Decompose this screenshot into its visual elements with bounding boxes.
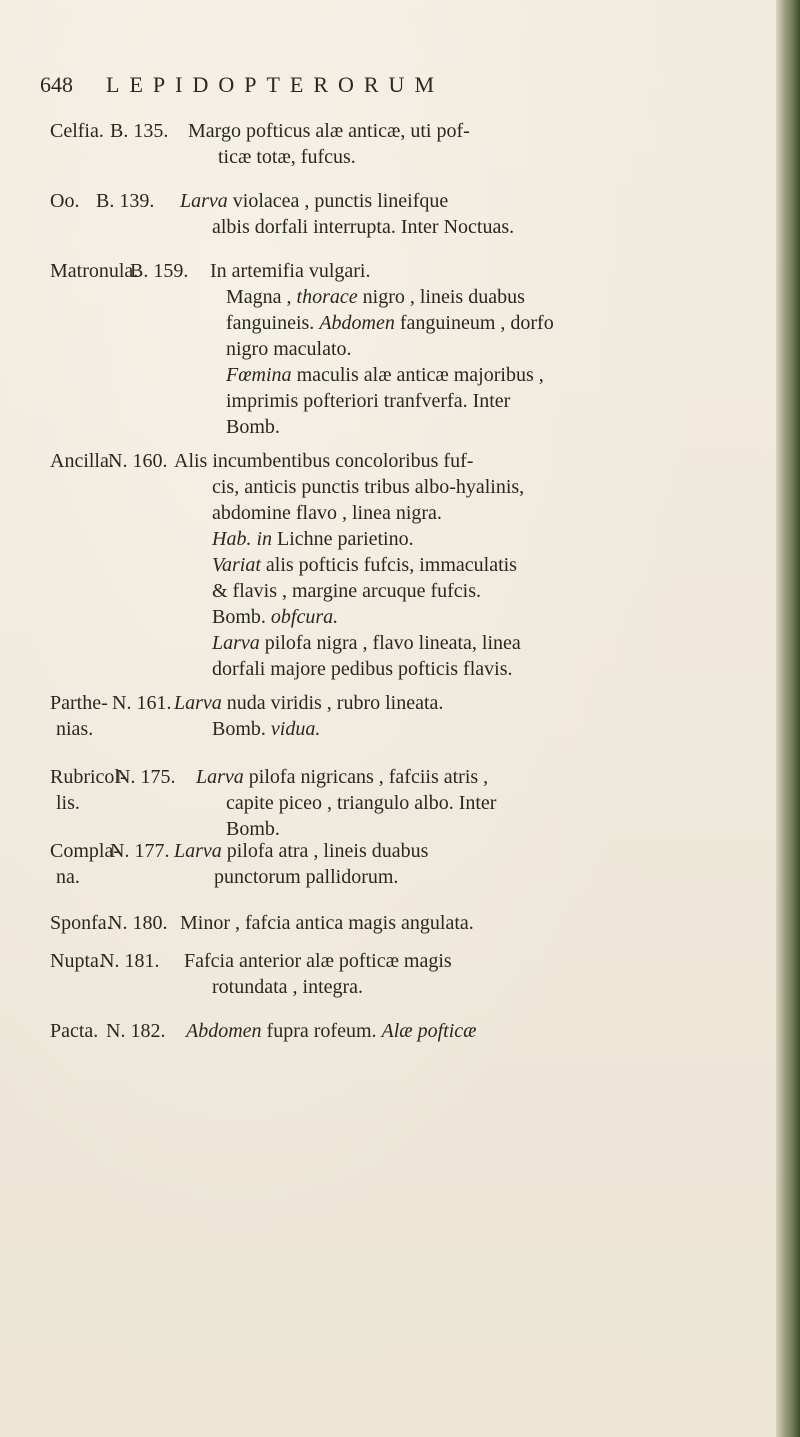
text: Bomb. [226,818,280,840]
entry-name-continuation: na. [56,866,80,888]
entry-text-line [226,790,496,816]
entry-reference: B. 139. [96,190,155,212]
entry-text-line [226,336,352,362]
italic-text: Variat [212,554,261,576]
entry-name: Rubricol- [50,766,127,788]
entry-text-line [210,258,371,284]
italic-text: Larva [174,692,222,714]
italic-text: thorace [296,286,358,308]
entry-text-line [212,630,521,656]
text: pilofa nigricans , fafciis atris , [243,766,489,788]
italic-text: Abdomen [319,312,395,334]
running-title: LEPIDOPTERORUM [106,72,445,97]
text: Bomb. [212,718,271,740]
entry-text-line [226,362,544,388]
text: punctorum pallidorum. [214,866,399,888]
entry-name: Sponfa. [50,912,112,934]
text: fanguineum , dorfo [394,312,554,334]
text: Fafcia anterior alæ pofticæ magis [184,950,452,972]
entry-name-continuation: nias. [56,718,94,740]
text: capite piceo , triangulo albo. Inter [226,792,497,814]
entry-text-line [226,388,510,414]
text: imprimis pofteriori tranfverfa. Inter [226,390,511,412]
entry-reference: N. 180. [108,912,168,934]
entry-name: Ancilla. [50,450,114,472]
entry-text-line [196,764,488,790]
text: nigro , lineis duabus [357,286,525,308]
entry-text-line [180,910,474,936]
italic-text: Alæ pofticæ [381,1020,477,1042]
entry-reference: N. 175. [116,766,176,788]
text: violacea , punctis lineifque [227,190,449,212]
italic-text: Larva [196,766,244,788]
italic-text: Larva [174,840,222,862]
entry-text-line [174,448,473,474]
italic-text: Larva [212,632,260,654]
entry-text-line [184,948,452,974]
entry-text-line [212,578,481,604]
entry-text-line [226,310,554,336]
text: nuda viridis , rubro lineata. [221,692,444,714]
text: Alis incumbentibus concoloribus fuf- [174,450,474,472]
entry-reference: B. 159. [130,260,189,282]
entry-text-line [174,690,443,716]
text: Bomb. [226,416,280,438]
italic-text: vidua. [270,718,321,740]
entry-name: Compla- [50,840,120,862]
entry-text-line [212,526,414,552]
entry-text-line [214,864,398,890]
entry-text-line [212,656,512,682]
text: abdomine flavo , linea nigra. [212,502,442,524]
page-number: 648 [40,72,73,97]
text: pilofa nigra , flavo lineata, linea [259,632,521,654]
entry-name: Matronula. [50,260,139,282]
entry-text-line [226,284,525,310]
entry-name-continuation: lis. [56,792,80,814]
text: pilofa atra , lineis duabus [221,840,429,862]
entry-text-line [218,144,356,170]
text: nigro maculato. [226,338,352,360]
text: Bomb. [212,606,271,628]
page-edge [776,0,800,1437]
text: Margo pofticus alæ anticæ, uti pof- [188,120,470,142]
entry-text-line [212,474,524,500]
entry-reference: B. 135. [110,120,169,142]
entry-reference: N. 160. [108,450,168,472]
text: fupra rofeum. [261,1020,382,1042]
italic-text: Fœmina [226,364,292,386]
text: Minor , fafcia antica magis angulata. [180,912,474,934]
italic-text: obfcura. [270,606,339,628]
entry-text-line [212,214,514,240]
text: Lichne parietino. [272,528,414,550]
text: In artemifia vulgari. [210,260,371,282]
text: & flavis , margine arcuque fufcis. [212,580,481,602]
entry-name: Parthe- [50,692,108,714]
entry-text-line [212,500,442,526]
text: maculis alæ anticæ majoribus , [291,364,544,386]
text: ticæ totæ, fufcus. [218,146,356,168]
entry-reference: N. 182. [106,1020,166,1042]
entry-name: Nupta. [50,950,104,972]
entry-reference: N. 181. [100,950,160,972]
entry-reference: N. 177. [110,840,170,862]
entry-text-line [188,118,470,144]
entry-text-line [174,838,428,864]
entry-name: Oo. [50,190,80,212]
entry-text-line [212,974,363,1000]
italic-text: Abdomen [186,1020,262,1042]
text: fanguineis. [226,312,320,334]
entry-text-line [186,1018,477,1044]
italic-text: Larva [180,190,228,212]
text: rotundata , integra. [212,976,364,998]
running-header [40,72,740,98]
italic-text: Hab. in [212,528,272,550]
entry-text-line [180,188,448,214]
entry-text-line [212,552,517,578]
text: alis pofticis fufcis, immaculatis [260,554,517,576]
entry-reference: N. 161. [112,692,172,714]
entry-text-line [226,414,280,440]
entry-name: Pacta. [50,1020,99,1042]
entry-text-line [212,604,338,630]
text: cis, anticis punctis tribus albo-hyalinis, [212,476,525,498]
text: dorfali majore pedibus pofticis flavis. [212,658,513,680]
text: albis dorfali interrupta. Inter Noctuas. [212,216,515,238]
entry-text-line [212,716,320,742]
text: Magna , [226,286,297,308]
entry-name: Celfia. [50,120,104,142]
